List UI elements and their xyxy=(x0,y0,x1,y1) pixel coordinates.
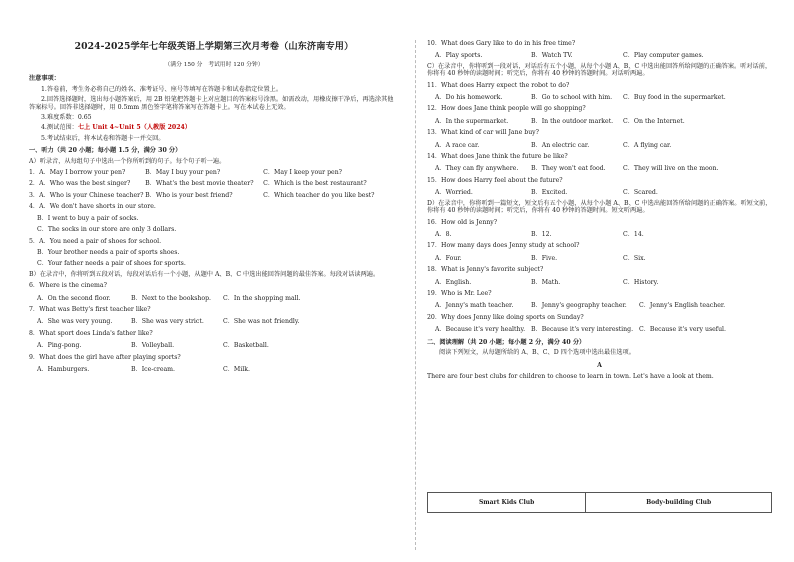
scope-value: 七上 Unit 4~Unit 5（人教版 2024） xyxy=(77,124,191,132)
question-16-options: A．8. B．12. C．14. xyxy=(435,230,644,238)
question-15: 15．How does Harry feel about the future? xyxy=(427,176,563,184)
question-16: 16．How old is Jenny? xyxy=(427,218,498,226)
question-12: 12．How does Jane think people will go shopping? xyxy=(427,105,586,113)
question-15-options: A．Worried. B．Excited. C．Scared. xyxy=(435,189,658,197)
partD-instructions: D）在录音中，你将听到一篇短文，短文后有五个小题，从每个小题 A、B、C 中选出能回答所给问题的正确答案。听短文前，你将有 40 秒钟的读题时间；听完后，你将有 40 秒钟的答题时间。短文听两遍。 xyxy=(427,199,772,215)
table-cell-body-building-club: Body-building Club xyxy=(586,493,772,513)
question-9: 9．What does the girl have after playing sports? xyxy=(29,353,181,361)
question-4: 4．A．We don't have shorts in our store. xyxy=(29,203,156,211)
question-18: 18．What is Jenny's favorite subject? xyxy=(427,266,544,274)
question-8: 8．What sport does Linda's father like? xyxy=(29,329,153,337)
question-20-options: A．Because it's very healthy. B．Because it's very interesting. C．Because it's very useful. xyxy=(435,326,727,334)
note-4 xyxy=(29,124,399,131)
question-17: 17．How many days does Jenny study at school? xyxy=(427,242,580,250)
question-10: 10．What does Gary like to do in his free time? xyxy=(427,40,576,47)
left-column xyxy=(29,40,399,373)
question-12-options: A．In the supermarket. B．In the outdoor market. C．On the Internet. xyxy=(435,117,685,125)
question-7: 7．What was Betty's first teacher like? xyxy=(29,305,151,313)
question-13: 13．What kind of car will Jane buy? xyxy=(427,129,539,137)
section2-instructions: 阅读下列短文，从每题所给的 A、B、C、D 四个选项中选出最佳选项。 xyxy=(439,348,635,356)
question-13-options: A．A race car. B．An electric car. C．A flying car. xyxy=(435,141,672,149)
question-1: 1．A．May I borrow your pen? B．May I buy your pen? C．May I keep your pen? xyxy=(29,169,343,177)
partC-instructions: C）在录音中，你将听到一段对话，对话后有五个小题，从每个小题 A、B、C 中选出能回答所给问题的正确答案。听对话前，你将有 40 秒钟的读题时间；听完后，你将有 40 秒钟的答题时间。对话听两遍。 xyxy=(427,62,772,78)
table-row xyxy=(428,493,772,513)
section1-heading: 一、听力（共 20 小题；每小题 1.5 分，满分 30 分） xyxy=(29,147,182,155)
question-4-option-b: B．I went to buy a pair of socks. xyxy=(37,214,139,222)
question-19: 19．Who is Mr. Lee? xyxy=(427,289,492,297)
passage-intro: There are four best clubs for children to choose to learn in town. Let's have a look at them. xyxy=(427,372,714,380)
note-3: 3.难度系数：0.65 xyxy=(41,114,92,122)
question-14: 14．What does Jane think the future be like? xyxy=(427,153,568,161)
question-6: 6．Where is the cinema? xyxy=(29,282,107,290)
question-5: 5．A．You need a pair of shoes for school. xyxy=(29,237,162,245)
notes-heading: 注意事项： xyxy=(29,75,60,83)
question-5-option-b: B．Your brother needs a pair of sports shoes. xyxy=(37,248,180,256)
question-11: 11．What does Harry expect the robot to do? xyxy=(427,81,570,89)
question-7-options: A．She was very young. B．She was very strict. C．She was not friendly. xyxy=(37,318,300,326)
question-19-options: A．Jenny's math teacher. B．Jenny's geography teacher. C．Jenny's English teacher. xyxy=(435,302,726,310)
question-10-options: A．Play sports. B．Watch TV. C．Play computer games. xyxy=(435,52,704,60)
question-2: 2．A．Who was the best singer? B．What's the best movie theater? C．Which is the best restaurant? xyxy=(29,180,367,188)
exam-title: 2024-2025学年七年级英语上学期第三次月考卷（山东济南专用） xyxy=(74,41,354,52)
question-18-options: A．English. B．Math. C．History. xyxy=(435,278,659,286)
question-11-options: A．Do his homework. B．Go to school with him. C．Buy food in the supermarket. xyxy=(435,94,726,102)
question-14-options: A．They can fly anywhere. B．They won't eat food. C．They will live on the moon. xyxy=(435,165,719,173)
partB-instructions: B）在录音中，你将听到五段对话，每段对话后有一个小题，从题中 A、B、C 中选出能回答问题的最佳答案。每段对话读两遍。 xyxy=(29,270,380,278)
note-1: 1.答卷前，考生务必将自己的姓名、准考证号、座号等填写在答题卡和试卷指定位置上。 xyxy=(41,85,283,93)
question-9-options: A．Hamburgers. B．Ice-cream. C．Milk. xyxy=(37,365,250,373)
column-divider xyxy=(415,40,416,550)
question-3: 3．A．Who is your Chinese teacher? B．Who is your best friend? C．Which teacher do you like best? xyxy=(29,191,375,199)
note-5: 5.考试结束后，将本试卷和答题卡一并交回。 xyxy=(41,134,165,142)
clubs-table xyxy=(427,492,772,513)
question-20: 20．Why does Jenny like doing sports on Sunday? xyxy=(427,313,584,321)
question-6-options: A．On the second floor. B．Next to the bookshop. C．In the shopping mall. xyxy=(37,294,301,302)
question-8-options: A．Ping-pong. B．Volleyball. C．Basketball. xyxy=(37,342,269,350)
scope-label: 4.测试范围： xyxy=(41,124,78,132)
table-cell-smart-kids-club: Smart Kids Club xyxy=(428,493,586,513)
note-2: 2.回答选择题时，选出每小题答案后，用 2B 铅笔把答题卡上对应题目的答案标号涂黑。如需改动，用橡皮擦干净后，再选涂其他答案标号。回答非选择题时，用 0.5mm 黑色签字笔将答案写在答题卡上。写在本试卷上无效。 xyxy=(29,96,394,111)
partA-instructions: A）听录音，从每组句子中选出一个你所听到的句子。每个句子听一遍。 xyxy=(29,157,226,165)
right-column xyxy=(427,40,772,380)
question-4-option-c: C．The socks in our store are only 3 dollars. xyxy=(37,226,177,234)
passage-label: A xyxy=(597,362,602,370)
exam-subtitle: （满分 150 分 考试用时 120 分钟） xyxy=(164,62,264,68)
question-17-options: A．Four. B．Five. C．Six. xyxy=(435,254,646,262)
question-5-option-c: C．Your father needs a pair of shoes for sports. xyxy=(37,260,186,268)
section2-heading: 二、阅读理解（共 20 小题；每小题 2 分，满分 40 分） xyxy=(427,338,586,346)
